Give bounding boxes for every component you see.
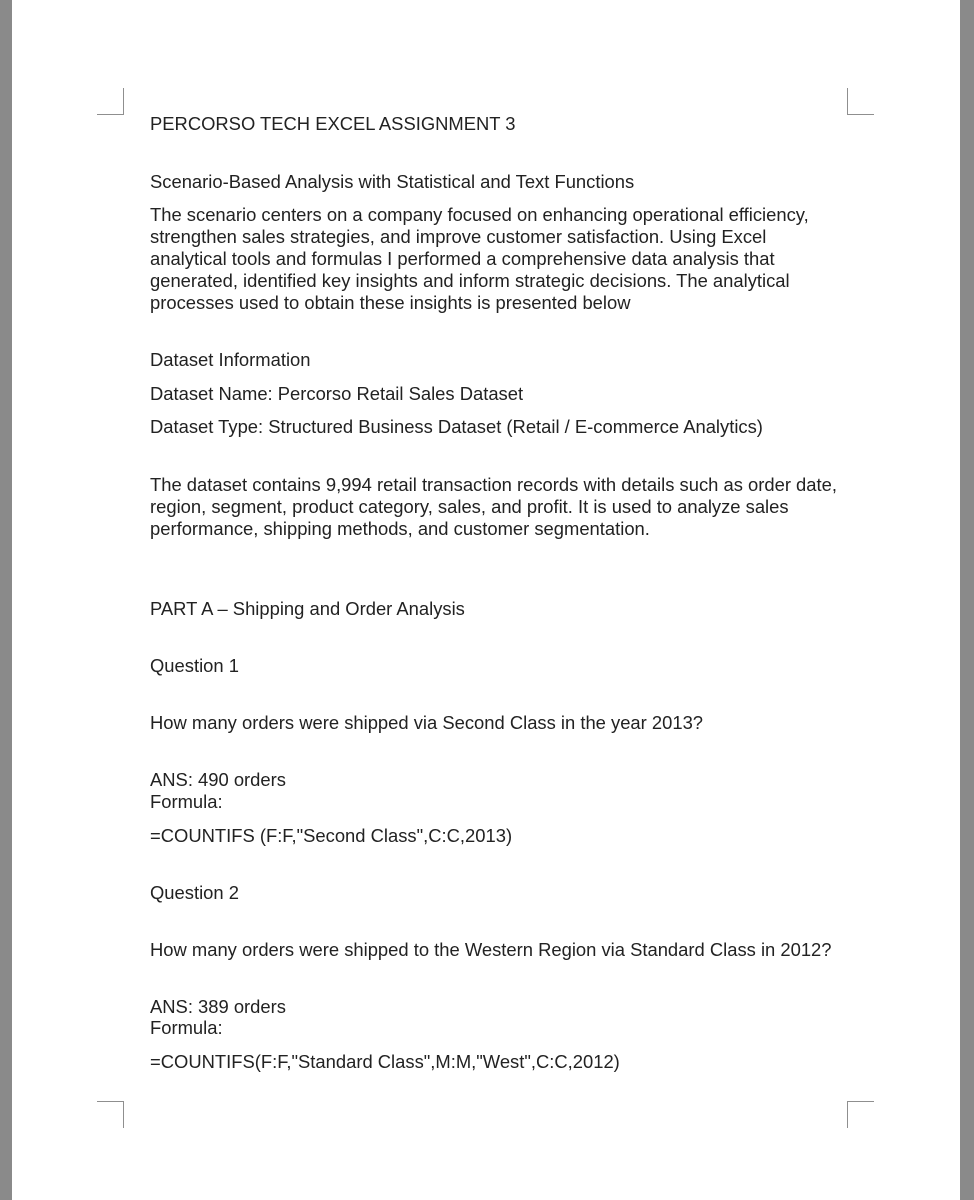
question-1-label: Question 1: [150, 655, 239, 676]
crop-mark-top-right: [847, 88, 874, 115]
part-a-heading: PART A – Shipping and Order Analysis: [150, 598, 465, 619]
document-title: PERCORSO TECH EXCEL ASSIGNMENT 3: [150, 113, 516, 134]
dataset-description-line: region, segment, product category, sales, and profit. It is used to analyze sales: [150, 496, 789, 517]
crop-mark-bottom-left: [97, 1101, 124, 1128]
dataset-name: Dataset Name: Percorso Retail Sales Dataset: [150, 383, 524, 404]
dataset-description-line: The dataset contains 9,994 retail transaction records with details such as order date,: [150, 474, 837, 495]
question-1-answer: ANS: 490 orders: [150, 769, 286, 790]
question-2-label: Question 2: [150, 882, 239, 903]
question-2-formula: =COUNTIFS(F:F,"Standard Class",M:M,"West",C:C,2012): [150, 1051, 620, 1072]
question-2-text: How many orders were shipped to the Western Region via Standard Class in 2012?: [150, 939, 832, 960]
question-1-formula: =COUNTIFS (F:F,"Second Class",C:C,2013): [150, 825, 513, 846]
intro-line: The scenario centers on a company focused on enhancing operational efficiency,: [150, 204, 809, 225]
dataset-description-line: performance, shipping methods, and customer segmentation.: [150, 518, 650, 539]
document-subtitle: Scenario-Based Analysis with Statistical and Text Functions: [150, 171, 635, 192]
intro-line: strengthen sales strategies, and improve customer satisfaction. Using Excel: [150, 226, 767, 247]
intro-line: generated, identified key insights and inform strategic decisions. The analytical: [150, 270, 790, 291]
question-1-formula-label: Formula:: [150, 791, 223, 812]
dataset-description: [150, 474, 850, 540]
question-2-formula-label: Formula:: [150, 1017, 223, 1038]
intro-line: processes used to obtain these insights is presented below: [150, 292, 631, 313]
crop-mark-bottom-right: [847, 1101, 874, 1128]
crop-mark-top-left: [97, 88, 124, 115]
dataset-type: Dataset Type: Structured Business Dataset (Retail / E-commerce Analytics): [150, 416, 763, 437]
question-1-text: How many orders were shipped via Second Class in the year 2013?: [150, 712, 704, 733]
intro-paragraph: [150, 204, 850, 314]
dataset-heading: Dataset Information: [150, 349, 311, 370]
question-2-answer: ANS: 389 orders: [150, 996, 286, 1017]
intro-line: analytical tools and formulas I performed a comprehensive data analysis that: [150, 248, 775, 269]
